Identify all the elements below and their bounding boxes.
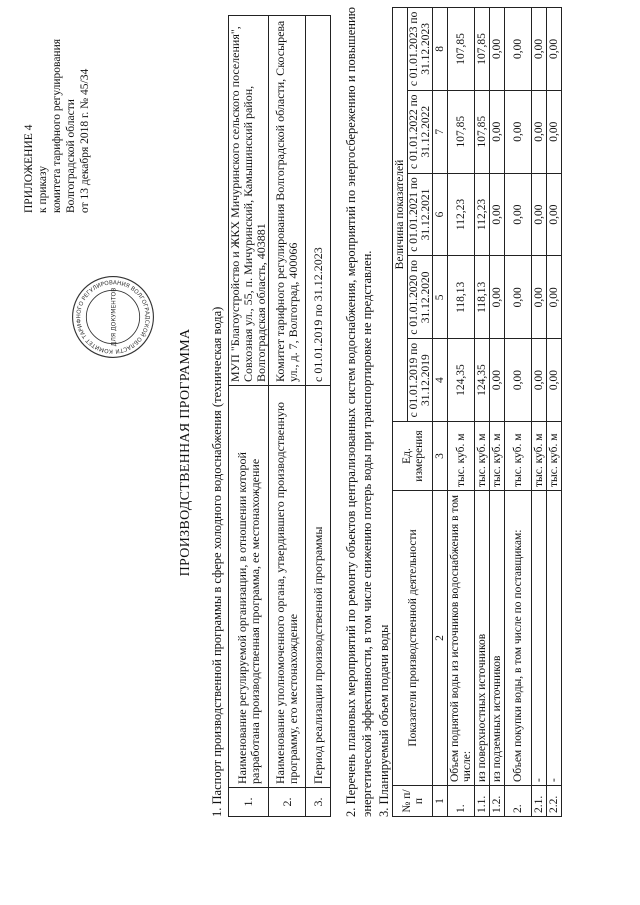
row-value: 107,85 <box>475 90 490 173</box>
row-value: с 01.01.2019 по 31.12.2023 <box>306 16 331 386</box>
section-3-heading: 3. Планируемый объем подачи воды <box>377 624 391 817</box>
row-value: 0,00 <box>532 256 547 339</box>
appendix-date: от 13 декабря 2018 г. № 45/34 <box>79 68 91 213</box>
row-indicator: - <box>547 491 562 786</box>
table-row <box>269 16 306 817</box>
row-value: 107,85 <box>448 8 475 91</box>
row-value: 0,00 <box>532 90 547 173</box>
column-number-row <box>433 8 448 817</box>
row-value: 118,13 <box>448 256 475 339</box>
row-value: 0,00 <box>490 90 505 173</box>
row-number: 2.2. <box>547 786 562 817</box>
row-unit: тыс. куб. м <box>475 422 490 491</box>
row-number: 2. <box>269 788 306 817</box>
stamp-center-text: ДЛЯ ДОКУМЕНТОВ <box>110 287 118 347</box>
row-unit: тыс. куб. м <box>490 422 505 491</box>
row-value: 112,23 <box>448 173 475 256</box>
table-row <box>547 8 562 817</box>
page-title: ПРОИЗВОДСТВЕННАЯ ПРОГРАММА <box>178 328 193 577</box>
row-value: 124,35 <box>448 339 475 422</box>
column-header-period: с 01.01.2023 по 31.12.2023 <box>408 8 433 91</box>
passport-table <box>228 15 331 817</box>
row-key: Наименование уполномоченного органа, утвердившего производственную программу, его местонахождение <box>269 386 306 788</box>
column-header-unit: Ед. измерения <box>393 422 433 491</box>
row-value: Комитет тарифного регулирования Волгоградской области, Скосырева ул., д. 7, Волгоград, 400066 <box>269 16 306 386</box>
row-unit: тыс. куб. м <box>532 422 547 491</box>
row-number: 1.2. <box>490 786 505 817</box>
row-indicator: из подземных источников <box>490 491 505 786</box>
column-header-indicator: Показатели производственной деятельности <box>393 491 433 786</box>
row-number: 1.1. <box>475 786 490 817</box>
column-number: 3 <box>433 422 448 491</box>
appendix-header <box>22 25 92 275</box>
column-header-period: с 01.01.2019 по 31.12.2019 <box>408 339 433 422</box>
column-header-period: с 01.01.2020 по 31.12.2020 <box>408 256 433 339</box>
appendix-line: комитета тарифного регулирования <box>51 38 63 213</box>
row-value: 0,00 <box>547 339 562 422</box>
row-value: 124,35 <box>475 339 490 422</box>
column-number: 6 <box>433 173 448 256</box>
appendix-line: к приказу <box>37 165 49 213</box>
row-key: Наименование регулируемой организации, в отношении которой разработана производственная программа, ее местонахождение <box>229 386 269 788</box>
column-header-period: с 01.01.2022 по 31.12.2022 <box>408 90 433 173</box>
row-value: 0,00 <box>490 256 505 339</box>
column-header-number: № п/п <box>393 786 433 817</box>
row-value: 0,00 <box>547 173 562 256</box>
table-row <box>505 8 532 817</box>
table-header-row <box>393 8 408 817</box>
row-value: 0,00 <box>547 90 562 173</box>
table-row <box>448 8 475 817</box>
table-row <box>475 8 490 817</box>
row-number: 2.1. <box>532 786 547 817</box>
stamp-ring-text: КОМИТЕТ ТАРИФНОГО РЕГУЛИРОВАНИЯ ВОЛГОГРАДСКОЙ ОБЛАСТИ <box>76 280 150 354</box>
row-value: 0,00 <box>532 339 547 422</box>
table-row <box>532 8 547 817</box>
column-header-values: Величина показателей <box>393 8 408 422</box>
row-indicator: Объем покупки воды, в том числе по поставщикам: <box>505 491 532 786</box>
row-value: 0,00 <box>490 173 505 256</box>
row-number: 1. <box>229 788 269 817</box>
row-value: 118,13 <box>475 256 490 339</box>
row-value: 107,85 <box>475 8 490 91</box>
row-indicator: Объем поднятой воды из источников водоснабжения в том числе: <box>448 491 475 786</box>
row-indicator: из поверхностных источников <box>475 491 490 786</box>
appendix-line: Волгоградской области <box>65 99 77 213</box>
column-number: 1 <box>433 786 448 817</box>
row-value: 0,00 <box>505 256 532 339</box>
official-stamp-seal <box>70 274 156 360</box>
row-value: 0,00 <box>505 173 532 256</box>
row-value: 112,23 <box>475 173 490 256</box>
row-value: 0,00 <box>490 8 505 91</box>
row-value: 0,00 <box>505 8 532 91</box>
column-number: 5 <box>433 256 448 339</box>
row-value: 0,00 <box>532 8 547 91</box>
row-value: 107,85 <box>448 90 475 173</box>
section-1-heading: 1. Паспорт производственной программы в сфере холодного водоснабжения (техническая вода) <box>210 306 224 817</box>
row-number: 3. <box>306 788 331 817</box>
row-value: 0,00 <box>505 90 532 173</box>
table-row <box>306 16 331 817</box>
row-unit: тыс. куб. м <box>547 422 562 491</box>
water-volume-table <box>392 7 562 817</box>
row-value: 0,00 <box>490 339 505 422</box>
row-unit: тыс. куб. м <box>448 422 475 491</box>
row-value: 0,00 <box>547 8 562 91</box>
table-row <box>490 8 505 817</box>
row-number: 1. <box>448 786 475 817</box>
row-value: 0,00 <box>505 339 532 422</box>
row-key: Период реализации производственной программы <box>306 386 331 788</box>
row-unit: тыс. куб. м <box>505 422 532 491</box>
appendix-title: ПРИЛОЖЕНИЕ 4 <box>23 124 35 213</box>
column-number: 8 <box>433 8 448 91</box>
volume-table-body <box>448 8 562 817</box>
column-number: 2 <box>433 491 448 786</box>
row-indicator: - <box>532 491 547 786</box>
row-value: 0,00 <box>532 173 547 256</box>
section-2-paragraph: 2. Перечень плановых мероприятий по ремонту объектов централизованных систем водоснабжения, мероприятий по энергосбережению и повышению энергетической эффективности, в том числе снижению потерь воды при транспортировке не представлен. <box>344 7 374 817</box>
row-number: 2. <box>505 786 532 817</box>
row-value: 0,00 <box>547 256 562 339</box>
table-row <box>229 16 269 817</box>
row-value: МУП "Благоустройство и ЖКХ Мичуринского сельского поселения", Совхозная ул., 55, п. Мичуринский, Камышинский район, Волгоградская область, 403881 <box>229 16 269 386</box>
column-number: 7 <box>433 90 448 173</box>
column-number: 4 <box>433 339 448 422</box>
column-header-period: с 01.01.2021 по 31.12.2021 <box>408 173 433 256</box>
